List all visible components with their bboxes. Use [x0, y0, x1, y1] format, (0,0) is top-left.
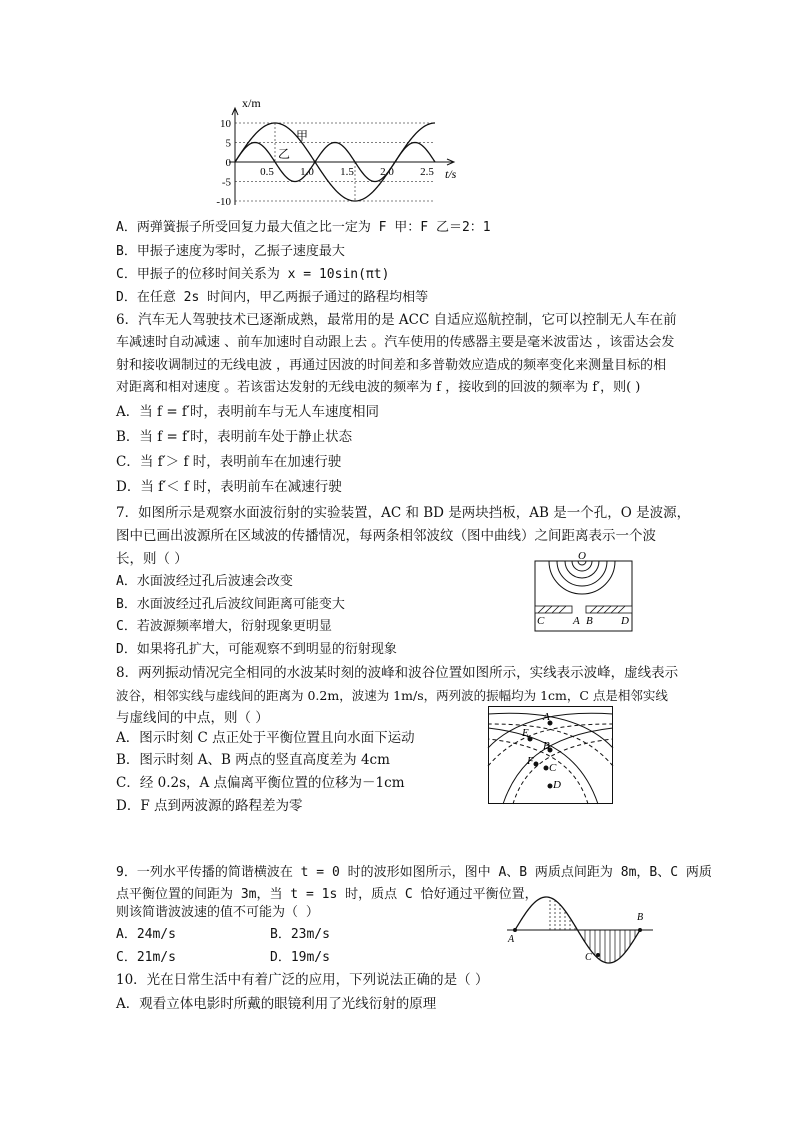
q8-option-a: A．图示时刻 C 点正处于平衡位置且向水面下运动 [116, 730, 415, 746]
q6-option-d: D．当 f′＜ f 时，表明前车在减速行驶 [116, 479, 342, 495]
oscillation-graph [215, 96, 455, 206]
q8-option-b: B．图示时刻 A、B 两点的竖直高度差为 4cm [116, 752, 390, 768]
q9-option-a: A．24m/s [116, 927, 176, 942]
x-tick-label: 2.5 [420, 166, 434, 178]
q10-option-a: A．观看立体电影时所戴的眼镜利用了光线衍射的原理 [116, 996, 437, 1012]
series-label-jia: 甲 [296, 129, 309, 143]
q6-stem-line1: 6．汽车无人驾驶技术已逐渐成熟，最常用的是 ACC 自适应巡航控制，它可以控制无人车在前 [116, 312, 677, 328]
x-tick-label: 1.0 [300, 166, 314, 178]
y-tick-label: 10 [220, 118, 231, 130]
label-B: B [637, 912, 644, 923]
label-D: D [553, 779, 561, 791]
y-tick-label: 5 [225, 137, 231, 150]
label-F: F [527, 755, 534, 767]
q8-option-c: C．经 0.2s，A 点偏离平衡位置的位移为－1cm [116, 775, 405, 791]
q7-option-d: D．如果将孔扩大，可能观察不到明显的衍射现象 [116, 642, 397, 657]
q9-stem-line1: 9．一列水平传播的简谐横波在 t = 0 时的波形如图所示，图中 A、B 两质点间距为 8m，B、C 两质 [116, 865, 712, 880]
q7-option-c: C．若波源频率增大，衍射现象更明显 [116, 619, 332, 634]
q9-stem-line3: 则该简谐波波速的值不可能为（ ） [116, 905, 319, 920]
label-C: C [549, 762, 557, 774]
q5-option-d: D．在任意 2s 时间内，甲乙两振子通过的路程均相等 [116, 290, 429, 305]
label-B: B [586, 615, 593, 627]
label-A: A [543, 711, 550, 723]
interference-figure [488, 706, 613, 804]
transverse-wave-figure [505, 888, 655, 973]
q9-option-d: D．19m/s [270, 950, 330, 965]
label-D: D [621, 615, 629, 627]
q9-option-c: C．21m/s [116, 950, 176, 965]
q5-option-a: A．两弹簧振子所受回复力最大值之比一定为 F 甲：F 乙＝2：1 [116, 220, 491, 235]
series-label-yi: 乙 [278, 147, 291, 161]
y-axis-label: x/m [242, 96, 261, 110]
q5-option-c: C．甲振子的位移时间关系为 x = 10sin(πt) [116, 267, 390, 282]
q6-stem-line3: 射和接收调制过的无线电波 ，再通过因波的时间差和多普勒效应造成的频率变化来测量目标的相 [116, 358, 667, 373]
q7-option-a: A．水面波经过孔后波速会改变 [116, 574, 293, 589]
label-B: B [543, 740, 550, 752]
q8-stem-line2: 波谷，相邻实线与虚线间的距离为 0.2m，波速为 1m/s，两列波的振幅均为 1cm，C 点是相邻实线 [116, 688, 668, 703]
y-tick-label: -5 [221, 176, 231, 189]
q7-option-b: B．水面波经过孔后波纹间距离可能变大 [116, 597, 345, 612]
q6-stem-line4: 对距离和相对速度 。若该雷达发射的无线电波的频率为 f ，接收到的回波的频率为 f′，则( ) [116, 380, 641, 395]
q5-option-b: B．甲振子速度为零时，乙振子速度最大 [116, 244, 345, 259]
q6-stem-line2: 车减速时自动减速 、前车加速时自动跟上去 。汽车使用的传感器主要是毫米波雷达 ，该雷达会发 [116, 335, 675, 350]
label-O: O [578, 550, 586, 562]
q6-option-c: C．当 f′＞ f 时，表明前车在加速行驶 [116, 454, 342, 470]
q8-stem-line3: 与虚线间的中点，则（ ） [116, 710, 269, 726]
q7-stem-line2: 图中已画出波源所在区域波的传播情况，每两条相邻波纹（图中曲线）之间距离表示一个波 [116, 528, 656, 544]
q8-option-d: D．F 点到两波源的路程差为零 [116, 798, 303, 814]
q9-stem-line2: 点平衡位置的间距为 3m，当 t = 1s 时，质点 C 恰好通过平衡位置， [116, 887, 538, 902]
q7-stem-line1: 7．如图所示是观察水面波衍射的实验装置，AC 和 BD 是两块挡板，AB 是一个孔，O 是波源， [116, 505, 691, 521]
diffraction-figure [535, 550, 635, 633]
label-C: C [537, 615, 545, 627]
y-tick-label: -10 [216, 196, 231, 208]
q9-option-b: B．23m/s [270, 927, 330, 942]
x-axis-label: t/s [445, 167, 457, 181]
x-tick-label: 2.0 [380, 166, 394, 178]
x-tick-label: 1.5 [340, 166, 354, 178]
q6-option-b: B．当 f = f′时，表明前车处于静止状态 [116, 429, 353, 445]
label-A: A [573, 615, 580, 627]
q8-stem-line1: 8．两列振动情况完全相同的水波某时刻的波峰和波谷位置如图所示，实线表示波峰，虚线表示 [116, 665, 679, 681]
label-E: E [522, 727, 529, 739]
label-A: A [508, 934, 515, 945]
q7-stem-line3: 长，则（ ） [116, 551, 188, 567]
label-C: C [585, 952, 592, 963]
q6-option-a: A．当 f = f′时，表明前车与无人车速度相同 [116, 404, 379, 420]
y-tick-label: 0 [225, 157, 231, 169]
q10-stem: 10．光在日常生活中有着广泛的应用，下列说法正确的是（ ） [116, 972, 489, 988]
x-tick-label: 0.5 [260, 166, 274, 178]
